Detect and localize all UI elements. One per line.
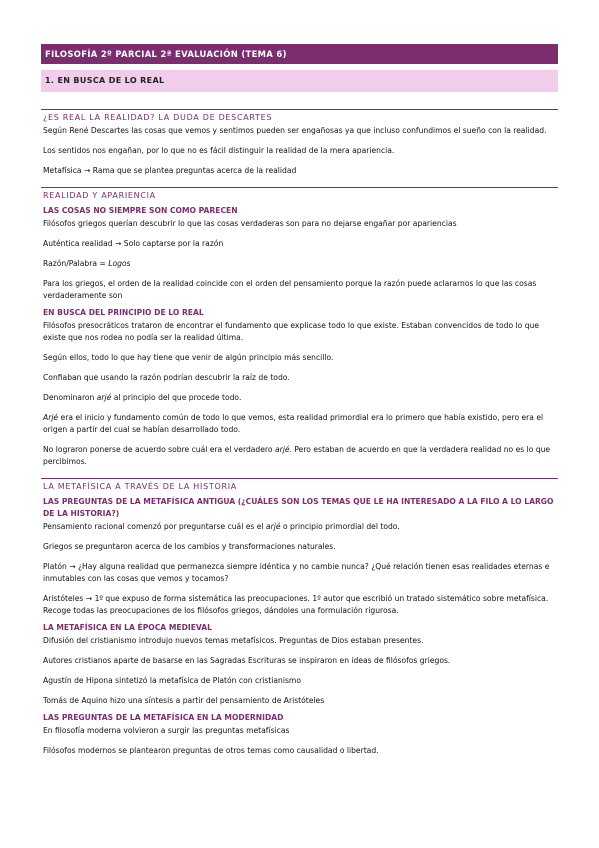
document-title-banner: FILOSOFÍA 2º PARCIAL 2ª EVALUACIÓN (TEMA 6) [41, 44, 558, 64]
section-title-descartes: ¿ES REAL LA REALIDAD? LA DUDA DE DESCARTES [43, 113, 273, 122]
italic-term: arjé [265, 522, 281, 531]
text-run: . Pero estaban de acuerdo en que la verdadera realidad no es lo que percibimos. [43, 445, 551, 466]
text-run: No lograron ponerse de acuerdo sobre cuál era el verdadero [43, 445, 275, 454]
paragraph: Autores cristianos aparte de basarse en las Sagradas Escrituras se inspiraron en ideas de filósofos griegos. [43, 656, 451, 665]
paragraph: Para los griegos, el orden de la realidad coincide con el orden del pensamiento porque la razón puede aclararnos lo que las cosas verdaderamente son [43, 279, 537, 300]
paragraph: Filósofos griegos querían descubrir lo que las cosas verdaderas son para no dejarse engañar por apariencias [43, 219, 457, 228]
paragraph: Según René Descartes las cosas que vemos y sentimos pueden ser engañosas ya que incluso confundimos el sueño con la realidad. [43, 126, 547, 135]
paragraph: Metafísica → Rama que se plantea preguntas acerca de la realidad [43, 166, 297, 175]
text-run: Razón/Palabra = [43, 259, 109, 268]
paragraph: Según ellos, todo lo que hay tiene que venir de algún principio más sencillo. [43, 353, 334, 362]
italic-term: Logos [108, 259, 131, 268]
section-heading-banner: 1. EN BUSCA DE LO REAL [41, 70, 558, 92]
paragraph: Los sentidos nos engañan, por lo que no es fácil distinguir la realidad de la mera apariencia. [43, 146, 395, 155]
document-page [41, 44, 558, 757]
paragraph: Confiaban que usando la razón podrían descubrir la raíz de todo. [43, 373, 290, 382]
paragraph [41, 521, 558, 533]
paragraph: Agustín de Hipona sintetizó la metafísica de Platón con cristianismo [43, 676, 301, 685]
text-run: Denominaron [43, 393, 97, 402]
section-divider [41, 109, 558, 110]
paragraph: Aristóteles → 1º que expuso de forma sistemática las preocupaciones. 1º autor que escribió un tratado sistemático sobre metafísica. Recoge todas las preocupaciones de los filósofos griegos, dándoles una formulación rigurosa. [43, 594, 549, 615]
text-run: Pensamiento racional comenzó por preguntarse cuál es el [43, 522, 266, 531]
italic-term: arjé [96, 393, 112, 402]
text-run: era el inicio y fundamento común de todo lo que vemos, esta realidad primordial era lo primero que había existido, pero era el origen a partir del cual se habían desarrollado todo. [43, 413, 544, 434]
text-run: al principio del que procede todo. [111, 393, 242, 402]
section-title-historia: LA METAFÍSICA A TRAVÉS DE LA HISTORIA [43, 482, 237, 491]
paragraph: Filósofos presocráticos trataron de encontrar el fundamento que explicase todo lo que existe. Estaban convencidos de todo lo que existe que nos rodea no podía ser la realidad última. [43, 321, 539, 342]
subsection-title: EN BUSCA DEL PRINCIPIO DE LO REAL [43, 308, 204, 317]
paragraph: Tomás de Aquino hizo una síntesis a partir del pensamiento de Aristóteles [43, 696, 325, 705]
paragraph: En filosofía moderna volvieron a surgir las preguntas metafísicas [43, 726, 290, 735]
paragraph: Auténtica realidad → Solo captarse por la razón [43, 239, 224, 248]
paragraph: Griegos se preguntaron acerca de los cambios y transformaciones naturales. [43, 542, 336, 551]
paragraph: Difusión del cristianismo introdujo nuevos temas metafísicos. Preguntas de Dios estaban presentes. [43, 636, 424, 645]
paragraph [41, 392, 558, 404]
paragraph: Platón → ¿Hay alguna realidad que permanezca siempre idéntica y no cambie nunca? ¿Qué relación tienen esas realidades eternas e inmutables con las cosas que vemos y tocamos? [43, 562, 550, 583]
paragraph [41, 412, 558, 436]
section-divider [41, 478, 558, 479]
subsection-title: LAS COSAS NO SIEMPRE SON COMO PARECEN [43, 206, 238, 215]
subsection-title: LAS PREGUNTAS DE LA METAFÍSICA EN LA MODERNIDAD [43, 713, 284, 722]
italic-term: Arjé [43, 413, 59, 422]
text-run: o principio primordial del todo. [280, 522, 400, 531]
subsection-title: LA METAFÍSICA EN LA ÉPOCA MEDIEVAL [43, 623, 212, 632]
paragraph [41, 258, 558, 270]
section-divider [41, 187, 558, 188]
paragraph: Filósofos modernos se plantearon preguntas de otros temas como causalidad o libertad. [43, 746, 379, 755]
italic-term: arjé [274, 445, 290, 454]
section-title-realidad: REALIDAD Y APARIENCIA [43, 191, 156, 200]
subsection-title: LAS PREGUNTAS DE LA METAFÍSICA ANTIGUA (¿CUÁLES SON LOS TEMAS QUE LE HA INTERESADO A LA FILO A LO LARGO DE LA HISTORIA?) [43, 497, 554, 518]
paragraph [41, 444, 558, 468]
